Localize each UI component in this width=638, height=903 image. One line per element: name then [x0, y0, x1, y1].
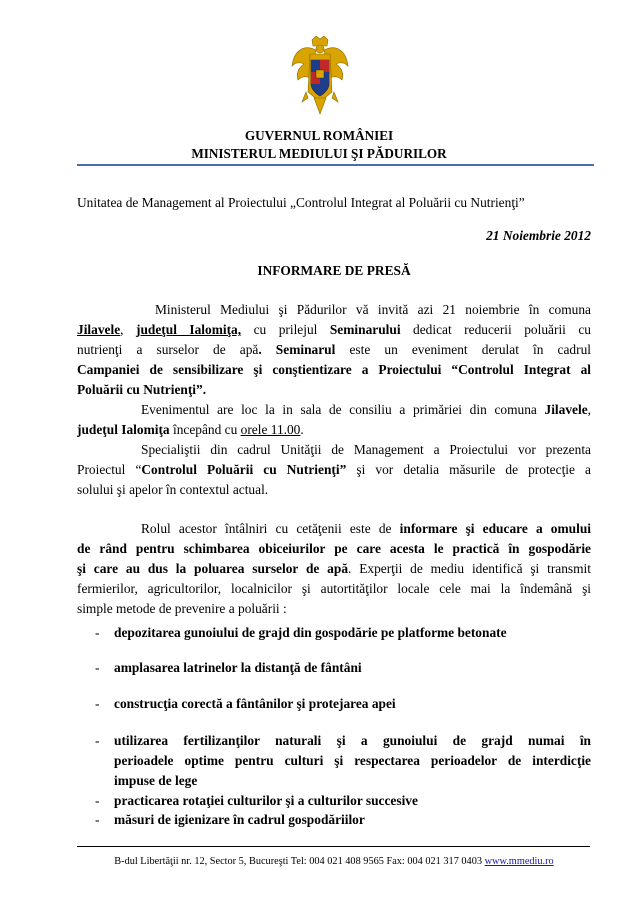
paragraph-1-line-1: Ministerul Mediului şi Pădurilor vă invită azi 21 noiembrie în comuna	[155, 302, 591, 317]
press-date: 21 Noiembrie 2012	[486, 228, 591, 243]
bullet-item-3: construcţia corectă a fântânilor şi protejarea apei	[114, 696, 396, 711]
website-link[interactable]: www.mmediu.ro	[484, 856, 554, 867]
bullet-item-6: măsuri de igienizare în cadrul gospodăriilor	[114, 812, 365, 827]
paragraph-1-line-5: Poluării cu Nutrienţi”.	[77, 382, 207, 397]
paragraph-4-line-2: de rând pentru schimbarea obiceiurilor pe care acesta le practică în gospodărie	[77, 541, 591, 556]
bullet-marker: -	[95, 812, 100, 827]
project-unit-line: Unitatea de Management al Proiectului „Controlul Integrat al Poluării cu Nutrienţi”	[77, 195, 525, 210]
paragraph-2-line-1: Evenimentul are loc la in sala de consiliu a primăriei din comuna Jilavele,	[141, 402, 591, 417]
footer	[77, 856, 591, 867]
header-divider	[77, 164, 594, 166]
paragraph-2-line-2: judeţul Ialomiţa începând cu orele 11.00.	[77, 422, 304, 437]
bullet-item-4-line-2: perioadele optime pentru culturi şi respectarea perioadelor de interdicţie	[114, 753, 591, 768]
paragraph-4-line-4: fermierilor, agricultorilor, localnicilor şi autortităţilor locale cele mai la îndemână şi	[77, 581, 591, 596]
paragraph-4-line-5: simple metode de prevenire a poluării :	[77, 601, 287, 616]
bullet-marker: -	[95, 733, 100, 748]
paragraph-3-line-3: solului şi apelor în contextul actual.	[77, 482, 269, 497]
footer-address: B-dul Libertăţii nr. 12, Sector 5, Bucureşti Tel: 004 021 408 9565 Fax: 004 021 317 0403	[114, 856, 485, 867]
paragraph-4-line-1: Rolul acestor întâlniri cu cetăţenii este de informare şi educare a omului	[141, 521, 591, 536]
bullet-marker: -	[95, 793, 100, 808]
bullet-marker: -	[95, 625, 100, 640]
bullet-marker: -	[95, 660, 100, 675]
document-title: INFORMARE DE PRESĂ	[257, 263, 411, 278]
paragraph-1-line-3: nutrienţi a surselor de apă. Seminarul este un eveniment derulat în cadrul	[77, 342, 592, 357]
bullet-item-4-line-1: utilizarea fertilizanţilor naturali şi a gunoiului de grajd numai în	[114, 733, 591, 748]
paragraph-1-line-2: Jilavele, judeţul Ialomiţa, cu prilejul Seminarului dedicat reducerii poluării cu	[77, 322, 592, 337]
ministry-title: MINISTERUL MEDIULUI ŞI PĂDURILOR	[191, 146, 447, 161]
paragraph-4-line-3: şi care au dus la poluarea surselor de apă. Experţii de mediu identifică şi transmit	[77, 561, 591, 576]
paragraph-3-line-1: Specialiştii din cadrul Unităţii de Management a Proiectului vor prezenta	[141, 442, 591, 457]
bullet-item-5: practicarea rotaţiei culturilor şi a culturilor succesive	[114, 793, 418, 808]
paragraph-1-line-4: Campaniei de sensibilizare şi conştientizare a Proiectului “Controlul Integrat al	[77, 362, 591, 377]
bullet-item-4-line-3: impuse de lege	[114, 773, 198, 788]
romanian-coat-of-arms-icon	[290, 36, 350, 122]
paragraph-3-line-2: Proiectul “Controlul Poluării cu Nutrienţi” şi vor detalia măsurile de protecţie a	[77, 462, 591, 477]
government-title: GUVERNUL ROMÂNIEI	[244, 128, 394, 143]
bullet-marker: -	[95, 696, 100, 711]
footer-divider	[77, 846, 590, 847]
bullet-item-2: amplasarea latrinelor la distanţă de fântâni	[114, 660, 362, 675]
bullet-item-1: depozitarea gunoiului de grajd din gospodărie pe platforme betonate	[114, 625, 507, 640]
